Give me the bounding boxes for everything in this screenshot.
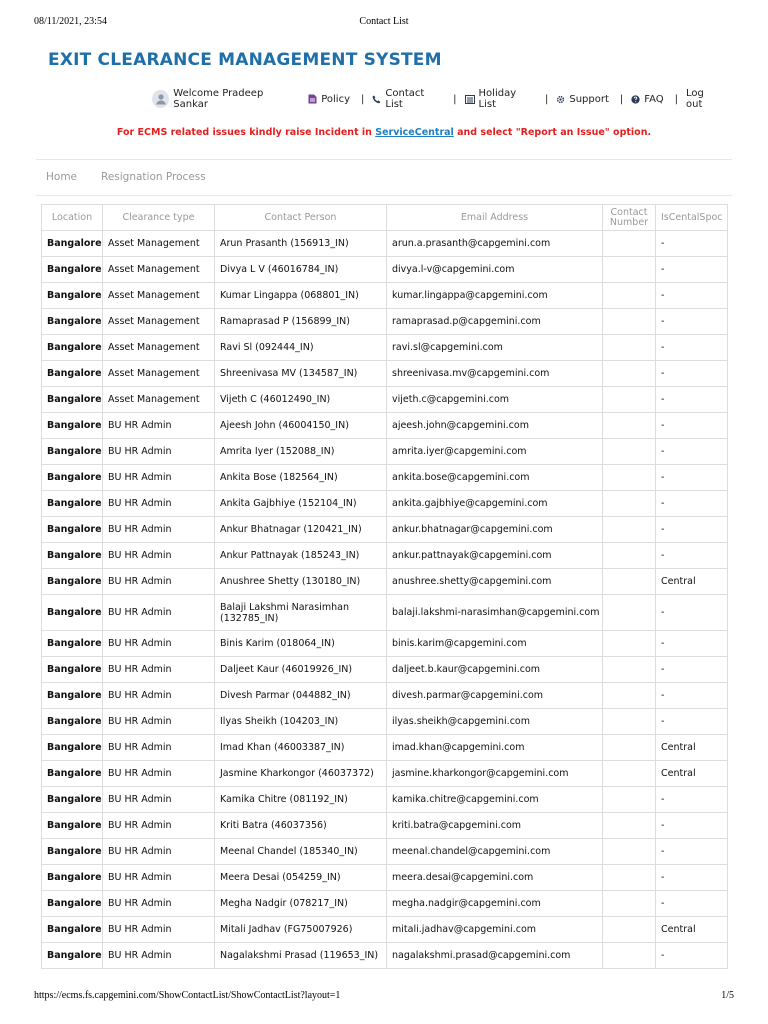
central-spoc-cell: Central — [656, 735, 728, 761]
nav-contact-list-label: Contact List — [385, 88, 425, 110]
clearance-type-cell: BU HR Admin — [103, 865, 215, 891]
table-row — [42, 231, 728, 257]
location-cell: Bangalore — [42, 787, 103, 813]
incident-notice — [0, 127, 768, 138]
email-cell: anushree.shetty@capgemini.com — [387, 569, 603, 595]
nav-holiday-list-label: Holiday List — [478, 88, 517, 110]
central-spoc-cell: - — [656, 683, 728, 709]
contact-person-cell: Nagalakshmi Prasad (119653_IN) — [215, 943, 387, 969]
location-cell: Bangalore — [42, 361, 103, 387]
contact-person-cell: Ankita Bose (182564_IN) — [215, 465, 387, 491]
email-cell: ramaprasad.p@capgemini.com — [387, 309, 603, 335]
location-cell: Bangalore — [42, 595, 103, 631]
column-header-is-central-spoc[interactable]: IsCentalSpoc — [656, 205, 728, 231]
clearance-type-cell: Asset Management — [103, 387, 215, 413]
location-cell: Bangalore — [42, 335, 103, 361]
clearance-type-cell: BU HR Admin — [103, 787, 215, 813]
nav-logout-label: Log out — [686, 88, 704, 110]
email-cell: meera.desai@capgemini.com — [387, 865, 603, 891]
contact-person-cell: Meera Desai (054259_IN) — [215, 865, 387, 891]
table-row — [42, 865, 728, 891]
email-cell: binis.karim@capgemini.com — [387, 631, 603, 657]
contact-number-cell — [603, 543, 656, 569]
table-row — [42, 839, 728, 865]
email-cell: ajeesh.john@capgemini.com — [387, 413, 603, 439]
calendar-list-icon — [465, 95, 475, 104]
contact-person-cell: Ankita Gajbhiye (152104_IN) — [215, 491, 387, 517]
table-row — [42, 465, 728, 491]
contact-number-cell — [603, 491, 656, 517]
central-spoc-cell: - — [656, 631, 728, 657]
location-cell: Bangalore — [42, 491, 103, 517]
central-spoc-cell: Central — [656, 761, 728, 787]
contact-number-cell — [603, 595, 656, 631]
table-row — [42, 709, 728, 735]
contact-number-cell — [603, 657, 656, 683]
table-row — [42, 309, 728, 335]
contact-number-cell — [603, 335, 656, 361]
email-cell: meenal.chandel@capgemini.com — [387, 839, 603, 865]
contact-number-cell — [603, 309, 656, 335]
nav-policy-label: Policy — [321, 93, 350, 105]
column-header-email-address[interactable]: Email Address — [387, 205, 603, 231]
notice-prefix: For ECMS related issues kindly raise Incident in — [116, 127, 376, 138]
location-cell: Bangalore — [42, 283, 103, 309]
email-cell: vijeth.c@capgemini.com — [387, 387, 603, 413]
contact-number-cell — [603, 257, 656, 283]
table-row — [42, 683, 728, 709]
table-row — [42, 491, 728, 517]
question-icon — [631, 95, 640, 104]
clearance-type-cell: BU HR Admin — [103, 631, 215, 657]
contact-number-cell — [603, 761, 656, 787]
table-row — [42, 813, 728, 839]
contact-person-cell: Imad Khan (46003387_IN) — [215, 735, 387, 761]
clearance-type-cell: BU HR Admin — [103, 517, 215, 543]
contact-number-cell — [603, 387, 656, 413]
central-spoc-cell: - — [656, 839, 728, 865]
contact-person-cell: Kumar Lingappa (068801_IN) — [215, 283, 387, 309]
contact-number-cell — [603, 283, 656, 309]
contact-person-cell: Jasmine Kharkongor (46037372) — [215, 761, 387, 787]
gear-icon — [556, 95, 565, 104]
nav-policy[interactable] — [308, 94, 350, 105]
table-row — [42, 335, 728, 361]
nav-faq[interactable] — [631, 94, 663, 105]
location-cell: Bangalore — [42, 709, 103, 735]
email-cell: kamika.chitre@capgemini.com — [387, 787, 603, 813]
table-row — [42, 361, 728, 387]
email-cell: ilyas.sheikh@capgemini.com — [387, 709, 603, 735]
location-cell: Bangalore — [42, 735, 103, 761]
contact-number-cell — [603, 569, 656, 595]
clearance-type-cell: BU HR Admin — [103, 595, 215, 631]
location-cell: Bangalore — [42, 839, 103, 865]
contact-number-cell — [603, 735, 656, 761]
location-cell: Bangalore — [42, 231, 103, 257]
contact-number-cell — [603, 839, 656, 865]
central-spoc-cell: - — [656, 517, 728, 543]
table-header-row — [42, 205, 728, 231]
contact-number-cell — [603, 813, 656, 839]
email-cell: kriti.batra@capgemini.com — [387, 813, 603, 839]
print-url: https://ecms.fs.capgemini.com/ShowContactList/ShowContactList?layout=1 — [34, 990, 341, 1001]
location-cell: Bangalore — [42, 309, 103, 335]
location-cell: Bangalore — [42, 683, 103, 709]
clearance-type-cell: BU HR Admin — [103, 891, 215, 917]
email-cell: ankita.bose@capgemini.com — [387, 465, 603, 491]
contact-person-cell: Arun Prasanth (156913_IN) — [215, 231, 387, 257]
clearance-type-cell: BU HR Admin — [103, 683, 215, 709]
column-header-contact-person[interactable]: Contact Person — [215, 205, 387, 231]
central-spoc-cell: - — [656, 231, 728, 257]
central-spoc-cell: - — [656, 891, 728, 917]
contact-person-cell: Divya L V (46016784_IN) — [215, 257, 387, 283]
table-row — [42, 413, 728, 439]
column-header-clearance-type[interactable]: Clearance type — [103, 205, 215, 231]
clearance-type-cell: BU HR Admin — [103, 569, 215, 595]
clearance-type-cell: BU HR Admin — [103, 709, 215, 735]
central-spoc-cell: - — [656, 943, 728, 969]
nav-separator: | — [361, 93, 365, 105]
column-header-contact-number[interactable]: Contact Number — [603, 205, 656, 231]
top-nav — [152, 89, 722, 109]
location-cell: Bangalore — [42, 865, 103, 891]
central-spoc-cell: - — [656, 787, 728, 813]
email-cell: ankur.pattnayak@capgemini.com — [387, 543, 603, 569]
contact-person-cell: Megha Nadgir (078217_IN) — [215, 891, 387, 917]
central-spoc-cell: - — [656, 865, 728, 891]
contact-person-cell: Shreenivasa MV (134587_IN) — [215, 361, 387, 387]
email-cell: amrita.iyer@capgemini.com — [387, 439, 603, 465]
table-row — [42, 657, 728, 683]
location-cell: Bangalore — [42, 543, 103, 569]
clearance-type-cell: BU HR Admin — [103, 943, 215, 969]
column-header-location[interactable]: Location — [42, 205, 103, 231]
nav-separator: | — [619, 93, 624, 105]
contact-person-cell: Anushree Shetty (130180_IN) — [215, 569, 387, 595]
central-spoc-cell: - — [656, 709, 728, 735]
user-avatar-icon — [152, 90, 169, 108]
clearance-type-cell: BU HR Admin — [103, 917, 215, 943]
contact-number-cell — [603, 231, 656, 257]
location-cell: Bangalore — [42, 257, 103, 283]
table-row — [42, 569, 728, 595]
clearance-type-cell: Asset Management — [103, 361, 215, 387]
clearance-type-cell: BU HR Admin — [103, 839, 215, 865]
clearance-type-cell: BU HR Admin — [103, 413, 215, 439]
contact-number-cell — [603, 787, 656, 813]
location-cell: Bangalore — [42, 413, 103, 439]
contact-person-cell: Balaji Lakshmi Narasimhan (132785_IN) — [215, 595, 387, 631]
contact-person-cell: Kamika Chitre (081192_IN) — [215, 787, 387, 813]
clearance-type-cell: Asset Management — [103, 335, 215, 361]
email-cell: shreenivasa.mv@capgemini.com — [387, 361, 603, 387]
location-cell: Bangalore — [42, 813, 103, 839]
breadcrumb-resignation-process[interactable]: Resignation Process — [101, 171, 206, 183]
table-row — [42, 439, 728, 465]
location-cell: Bangalore — [42, 761, 103, 787]
email-cell: megha.nadgir@capgemini.com — [387, 891, 603, 917]
table-row — [42, 787, 728, 813]
table-row — [42, 283, 728, 309]
table-row — [42, 387, 728, 413]
location-cell: Bangalore — [42, 657, 103, 683]
contact-number-cell — [603, 891, 656, 917]
nav-support-label: Support — [569, 93, 609, 105]
contact-person-cell: Ravi Sl (092444_IN) — [215, 335, 387, 361]
table-row — [42, 735, 728, 761]
table-row — [42, 543, 728, 569]
page-number: 1/5 — [721, 990, 734, 1001]
central-spoc-cell: - — [656, 257, 728, 283]
clearance-type-cell: BU HR Admin — [103, 465, 215, 491]
central-spoc-cell: Central — [656, 569, 728, 595]
phone-icon — [372, 95, 381, 104]
contact-person-cell: Mitali Jadhav (FG75007926) — [215, 917, 387, 943]
contact-person-cell: Daljeet Kaur (46019926_IN) — [215, 657, 387, 683]
document-icon — [308, 94, 317, 104]
clearance-type-cell: BU HR Admin — [103, 543, 215, 569]
central-spoc-cell: - — [656, 657, 728, 683]
location-cell: Bangalore — [42, 917, 103, 943]
central-spoc-cell: - — [656, 413, 728, 439]
contact-person-cell: Ankur Pattnayak (185243_IN) — [215, 543, 387, 569]
table-row — [42, 943, 728, 969]
welcome-text: Welcome Pradeep Sankar — [173, 88, 264, 110]
email-cell: imad.khan@capgemini.com — [387, 735, 603, 761]
contact-person-cell: Meenal Chandel (185340_IN) — [215, 839, 387, 865]
email-cell: balaji.lakshmi-narasimhan@capgemini.com — [387, 595, 603, 631]
app-title: EXIT CLEARANCE MANAGEMENT SYSTEM — [48, 50, 442, 70]
email-cell: ankita.gajbhiye@capgemini.com — [387, 491, 603, 517]
central-spoc-cell: - — [656, 361, 728, 387]
table-row — [42, 761, 728, 787]
location-cell: Bangalore — [42, 891, 103, 917]
clearance-type-cell: BU HR Admin — [103, 439, 215, 465]
table-row — [42, 595, 728, 631]
clearance-type-cell: BU HR Admin — [103, 813, 215, 839]
nav-holiday-list[interactable] — [465, 88, 534, 110]
contact-number-cell — [603, 517, 656, 543]
clearance-type-cell: BU HR Admin — [103, 761, 215, 787]
table-row — [42, 917, 728, 943]
location-cell: Bangalore — [42, 439, 103, 465]
nav-contact-list[interactable] — [372, 88, 442, 110]
nav-support[interactable] — [556, 94, 609, 105]
nav-separator: | — [544, 93, 549, 105]
clearance-type-cell: BU HR Admin — [103, 735, 215, 761]
email-cell: ravi.sl@capgemini.com — [387, 335, 603, 361]
email-cell: ankur.bhatnagar@capgemini.com — [387, 517, 603, 543]
location-cell: Bangalore — [42, 569, 103, 595]
contact-number-cell — [603, 465, 656, 491]
location-cell: Bangalore — [42, 943, 103, 969]
contact-person-cell: Divesh Parmar (044882_IN) — [215, 683, 387, 709]
contact-person-cell: Kriti Batra (46037356) — [215, 813, 387, 839]
contact-person-cell: Ilyas Sheikh (104203_IN) — [215, 709, 387, 735]
central-spoc-cell: - — [656, 335, 728, 361]
central-spoc-cell: - — [656, 465, 728, 491]
print-header — [34, 16, 734, 30]
contact-person-cell: Binis Karim (018064_IN) — [215, 631, 387, 657]
email-cell: divya.l-v@capgemini.com — [387, 257, 603, 283]
email-cell: arun.a.prasanth@capgemini.com — [387, 231, 603, 257]
table-row — [42, 257, 728, 283]
print-footer — [34, 990, 734, 1004]
email-cell: nagalakshmi.prasad@capgemini.com — [387, 943, 603, 969]
servicecentral-link[interactable]: ServiceCentral — [375, 127, 454, 138]
breadcrumb-home[interactable]: Home — [46, 171, 78, 183]
email-cell: jasmine.kharkongor@capgemini.com — [387, 761, 603, 787]
clearance-type-cell: Asset Management — [103, 257, 215, 283]
contact-person-cell: Amrita Iyer (152088_IN) — [215, 439, 387, 465]
central-spoc-cell: - — [656, 387, 728, 413]
location-cell: Bangalore — [42, 465, 103, 491]
central-spoc-cell: - — [656, 543, 728, 569]
clearance-type-cell: Asset Management — [103, 283, 215, 309]
contact-number-cell — [603, 709, 656, 735]
contact-number-cell — [603, 917, 656, 943]
clearance-type-cell: BU HR Admin — [103, 657, 215, 683]
table-row — [42, 631, 728, 657]
breadcrumb — [36, 159, 732, 196]
central-spoc-cell: - — [656, 595, 728, 631]
email-cell: daljeet.b.kaur@capgemini.com — [387, 657, 603, 683]
location-cell: Bangalore — [42, 387, 103, 413]
central-spoc-cell: - — [656, 439, 728, 465]
location-cell: Bangalore — [42, 631, 103, 657]
contact-person-cell: Vijeth C (46012490_IN) — [215, 387, 387, 413]
contact-person-cell: Ajeesh John (46004150_IN) — [215, 413, 387, 439]
contact-number-cell — [603, 683, 656, 709]
notice-suffix: and select "Report an Issue" option. — [453, 127, 652, 138]
contact-person-cell: Ramaprasad P (156899_IN) — [215, 309, 387, 335]
print-date: 08/11/2021, 23:54 — [34, 16, 107, 27]
nav-logout[interactable] — [686, 88, 722, 110]
contact-table — [41, 204, 728, 969]
contact-number-cell — [603, 865, 656, 891]
contact-number-cell — [603, 943, 656, 969]
location-cell: Bangalore — [42, 517, 103, 543]
contact-number-cell — [603, 413, 656, 439]
email-cell: divesh.parmar@capgemini.com — [387, 683, 603, 709]
clearance-type-cell: Asset Management — [103, 309, 215, 335]
table-row — [42, 517, 728, 543]
central-spoc-cell: - — [656, 283, 728, 309]
central-spoc-cell: Central — [656, 917, 728, 943]
clearance-type-cell: Asset Management — [103, 231, 215, 257]
nav-separator: | — [453, 93, 457, 105]
clearance-type-cell: BU HR Admin — [103, 491, 215, 517]
contact-number-cell — [603, 361, 656, 387]
central-spoc-cell: - — [656, 813, 728, 839]
central-spoc-cell: - — [656, 309, 728, 335]
email-cell: kumar.lingappa@capgemini.com — [387, 283, 603, 309]
table-row — [42, 891, 728, 917]
contact-number-cell — [603, 439, 656, 465]
nav-separator: | — [674, 93, 679, 105]
print-title: Contact List — [359, 16, 409, 27]
nav-faq-label: FAQ — [644, 93, 664, 105]
contact-number-cell — [603, 631, 656, 657]
central-spoc-cell: - — [656, 491, 728, 517]
email-cell: mitali.jadhav@capgemini.com — [387, 917, 603, 943]
contact-person-cell: Ankur Bhatnagar (120421_IN) — [215, 517, 387, 543]
